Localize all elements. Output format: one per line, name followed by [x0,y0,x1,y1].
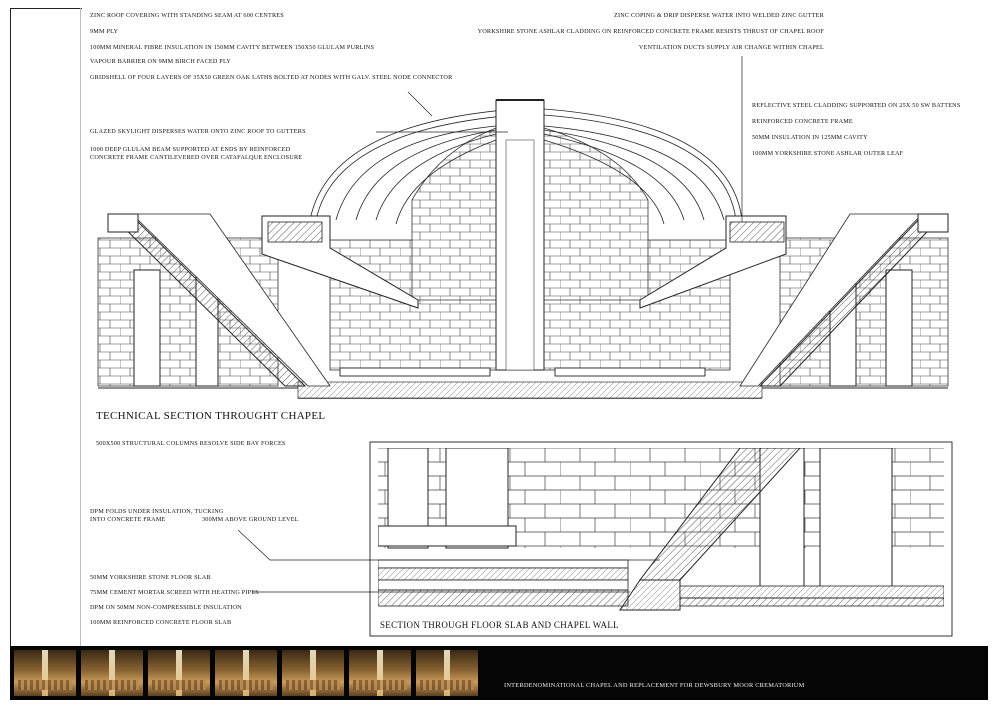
note-reflective-cladding: REFLECTIVE STEEL CLADDING SUPPORTED ON 25X 50 SW BATTENS [752,102,961,109]
interior-render-thumbnail [81,650,143,696]
note-concrete-frame: REINFORCED CONCRETE FRAME [752,118,853,125]
note-above-ground: 300MM ABOVE GROUND LEVEL [202,516,299,523]
detail-section [370,442,952,636]
interior-render-thumbnail [349,650,411,696]
note-concrete-floor-slab: 100MM REINFORCED CONCRETE FLOOR SLAB [90,619,232,626]
detail-title: SECTION THROUGH FLOOR SLAB AND CHAPEL WALL [380,620,619,630]
note-ply: 9MM PLY [90,28,119,35]
interior-render-thumbnail [282,650,344,696]
interior-render-thumbnail [14,650,76,696]
note-glazed-skylight: GLAZED SKYLIGHT DISPERSES WATER ONTO ZINC ROOF TO GUTTERS [90,128,306,135]
note-yorkshire-cladding: YORKSHIRE STONE ASHLAR CLADDING ON REINFORCED CONCRETE FRAME RESISTS THRUST OF CHAPEL ROOF [477,28,824,35]
interior-render-thumbnail [148,650,210,696]
note-cement-screed: 75MM CEMENT MORTAR SCREED WITH HEATING PIPES [90,589,259,596]
note-floor-slab: 50MM YORKSHIRE STONE FLOOR SLAB [90,574,211,581]
note-glulam-beam: 1000 DEEP GLULAM BEAM SUPPORTED AT ENDS BY REINFORCED CONCRETE FRAME CANTILEVERED OVER CATAFALQUE ENCLOSURE [90,146,303,161]
note-vapour-barrier: VAPOUR BARRIER ON 9MM BIRCH FACED PLY [90,58,231,65]
note-structural-columns: 500X500 STRUCTURAL COLUMNS RESOLVE SIDE BAY FORCES [96,440,286,447]
note-gridshell: GRIDSHELL OF FOUR LAYERS OF 35X50 GREEN OAK LATHS BOLTED AT NODES WITH GALV. STEEL NODE CONNECTOR [90,74,453,81]
note-insulation-cavity: 50MM INSULATION IN 125MM CAVITY [752,134,868,141]
note-zinc-coping: ZINC COPING & DRIP DISPERSE WATER INTO WELDED ZINC GUTTER [613,12,824,19]
interior-render-thumbnail [416,650,478,696]
project-caption: INTERDENOMINATIONAL CHAPEL AND REPLACEMENT FOR DEWSBURY MOOR CREMATORIUM [504,682,805,689]
note-ventilation: VENTILATION DUCTS SUPPLY AIR CHANGE WITHIN CHAPEL [638,44,824,51]
note-dpm-insulation: DPM ON 50MM NON-COMPRESSIBLE INSULATION [90,604,242,611]
section-title: TECHNICAL SECTION THROUGHT CHAPEL [96,410,326,422]
note-mineral-fibre: 100MM MINERAL FIBRE INSULATION IN 150MM CAVITY BETWEEN 150X50 GLULAM PURLINS [90,44,375,51]
note-ashlar-outer-leaf: 100MM YORKSHIRE STONE ASHLAR OUTER LEAF [752,150,904,157]
note-zinc-roof: ZINC ROOF COVERING WITH STANDING SEAM AT 600 CENTRES [90,12,284,19]
render-strip [10,646,988,700]
main-section [98,100,948,398]
note-dpm-folds: DPM FOLDS UNDER INSULATION, TUCKING INTO CONCRETE FRAME [90,508,224,523]
interior-render-thumbnail [215,650,277,696]
